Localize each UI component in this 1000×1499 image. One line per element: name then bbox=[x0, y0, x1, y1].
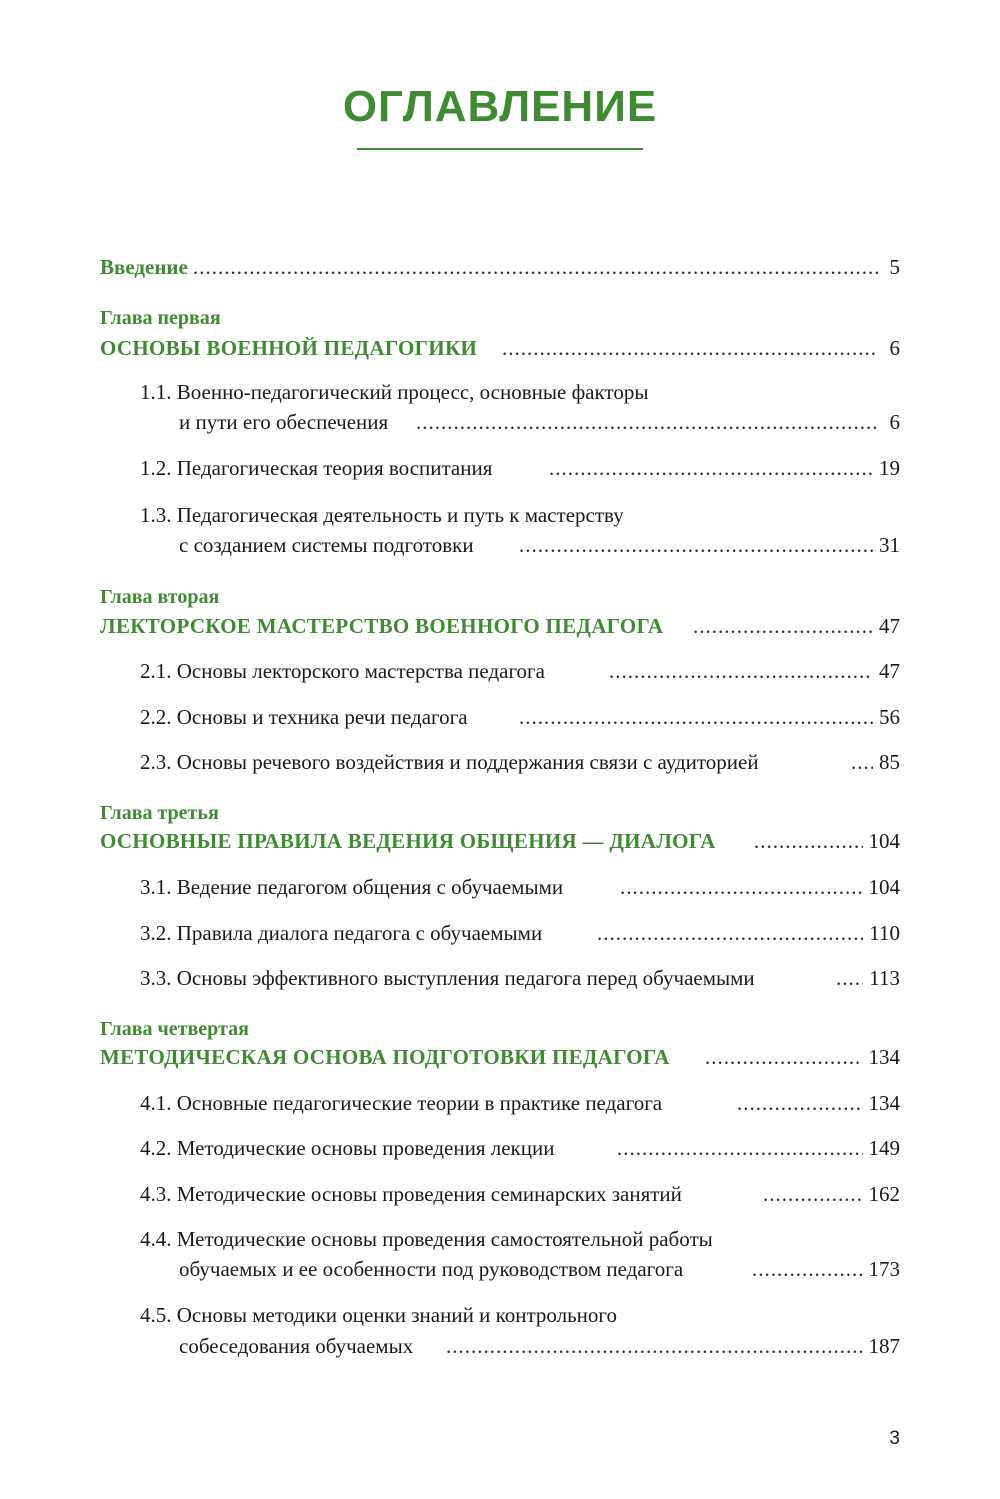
toc-page-number: 134 bbox=[868, 1091, 900, 1115]
dot-leader bbox=[446, 1331, 863, 1361]
toc-entry-4-1[interactable] bbox=[0, 1088, 1000, 1118]
dot-leader bbox=[851, 747, 873, 777]
toc-page-number: 113 bbox=[869, 966, 900, 990]
section-title: 4.5. Основы методики оценки знаний и контрольного bbox=[140, 1303, 617, 1327]
section-title: 4.3. Методические основы проведения семинарских занятий bbox=[140, 1182, 682, 1206]
toc-entry-chapter-3[interactable] bbox=[0, 826, 1000, 856]
dot-leader bbox=[737, 1088, 863, 1118]
toc-page-number: 47 bbox=[879, 659, 900, 683]
toc-entry-3-1[interactable] bbox=[0, 872, 1000, 902]
dot-leader bbox=[519, 530, 873, 560]
dot-leader bbox=[752, 1254, 863, 1284]
section-title-cont: и пути его обеспечения bbox=[179, 410, 389, 434]
toc-entry-chapter-4[interactable] bbox=[0, 1042, 1000, 1072]
section-title: 3.3. Основы эффективного выступления педагога перед обучаемыми bbox=[140, 966, 755, 990]
section-title: 1.1. Военно-педагогический процесс, основные факторы bbox=[140, 380, 649, 404]
chapter-2-label bbox=[0, 582, 1000, 612]
toc-entry-3-2[interactable] bbox=[0, 918, 1000, 948]
toc-page-number: 47 bbox=[879, 614, 900, 638]
dot-leader bbox=[609, 656, 873, 686]
toc-page-number: 31 bbox=[879, 533, 900, 557]
chapter-label: Глава первая bbox=[100, 307, 221, 329]
dot-leader bbox=[705, 1042, 863, 1072]
section-title-cont: обучаемых и ее особенности под руководством педагога bbox=[179, 1257, 684, 1281]
chapter-3-label bbox=[0, 798, 1000, 828]
section-title-cont: с созданием системы подготовки bbox=[179, 533, 474, 557]
toc-page-number: 149 bbox=[868, 1136, 900, 1160]
dot-leader bbox=[416, 407, 878, 437]
toc-page-number: 19 bbox=[879, 456, 900, 480]
chapter-label: Глава четвертая bbox=[100, 1018, 249, 1040]
toc-entry-4-2[interactable] bbox=[0, 1133, 1000, 1163]
chapter-label: Глава третья bbox=[100, 802, 219, 824]
toc-page-number: 110 bbox=[869, 921, 900, 945]
toc-entry-chapter-1[interactable] bbox=[0, 333, 1000, 363]
dot-leader bbox=[693, 611, 873, 641]
toc-entry-intro[interactable] bbox=[0, 252, 1000, 282]
toc-entry-label: Введение bbox=[100, 255, 188, 279]
toc-entry-1-3[interactable] bbox=[0, 500, 1000, 530]
toc-page-number: 173 bbox=[868, 1257, 900, 1281]
page-number: 3 bbox=[889, 1428, 900, 1449]
toc-page-number: 187 bbox=[868, 1334, 900, 1358]
dot-leader bbox=[763, 1179, 863, 1209]
section-title: 3.2. Правила диалога педагога с обучаемыми bbox=[140, 921, 543, 945]
section-title: 4.1. Основные педагогические теории в практике педагога bbox=[140, 1091, 663, 1115]
toc-entry-1-1[interactable] bbox=[0, 377, 1000, 407]
section-title: 2.2. Основы и техника речи педагога bbox=[140, 705, 468, 729]
page-title: ОГЛАВЛЕНИЕ bbox=[342, 82, 658, 131]
toc-entry-4-5-cont[interactable] bbox=[0, 1331, 1000, 1361]
toc-entry-1-1-cont[interactable] bbox=[0, 407, 1000, 437]
chapter-title: МЕТОДИЧЕСКАЯ ОСНОВА ПОДГОТОВКИ ПЕДАГОГА bbox=[100, 1045, 670, 1069]
dot-leader bbox=[193, 252, 878, 282]
toc-entry-1-2[interactable] bbox=[0, 453, 1000, 483]
toc-page-number: 104 bbox=[868, 875, 900, 899]
toc-entry-4-4[interactable] bbox=[0, 1224, 1000, 1254]
section-title: 4.2. Методические основы проведения лекции bbox=[140, 1136, 555, 1160]
dot-leader bbox=[597, 918, 863, 948]
dot-leader bbox=[502, 333, 878, 363]
toc-page-number: 6 bbox=[889, 336, 900, 360]
section-title: 2.1. Основы лекторского мастерства педагога bbox=[140, 659, 545, 683]
toc-page-number: 6 bbox=[889, 410, 900, 434]
chapter-label: Глава вторая bbox=[100, 586, 220, 608]
toc-entry-4-5[interactable] bbox=[0, 1300, 1000, 1330]
chapter-4-label bbox=[0, 1014, 1000, 1044]
section-title: 2.3. Основы речевого воздействия и поддержания связи с аудиторией bbox=[140, 750, 759, 774]
section-title: 1.3. Педагогическая деятельность и путь к мастерству bbox=[140, 503, 624, 527]
toc-entry-2-2[interactable] bbox=[0, 702, 1000, 732]
toc-page-number: 5 bbox=[889, 255, 900, 279]
toc-page-number: 56 bbox=[879, 705, 900, 729]
section-title: 4.4. Методические основы проведения самостоятельной работы bbox=[140, 1227, 713, 1251]
chapter-title: ОСНОВЫ ВОЕННОЙ ПЕДАГОГИКИ bbox=[100, 336, 478, 360]
dot-leader bbox=[620, 872, 863, 902]
dot-leader bbox=[549, 453, 873, 483]
chapter-title: ЛЕКТОРСКОЕ МАСТЕРСТВО ВОЕННОГО ПЕДАГОГА bbox=[100, 614, 664, 638]
section-title: 3.1. Ведение педагогом общения с обучаемыми bbox=[140, 875, 564, 899]
toc-entry-2-3[interactable] bbox=[0, 747, 1000, 777]
dot-leader bbox=[519, 702, 873, 732]
toc-page-number: 104 bbox=[868, 829, 900, 853]
toc-page-number: 162 bbox=[868, 1182, 900, 1206]
chapter-1-label bbox=[0, 303, 1000, 333]
section-title: 1.2. Педагогическая теория воспитания bbox=[140, 456, 493, 480]
dot-leader bbox=[617, 1133, 863, 1163]
section-title-cont: собеседования обучаемых bbox=[179, 1334, 414, 1358]
toc-entry-chapter-2[interactable] bbox=[0, 611, 1000, 641]
dot-leader bbox=[754, 826, 863, 856]
toc-page-number: 85 bbox=[879, 750, 900, 774]
toc-entry-4-3[interactable] bbox=[0, 1179, 1000, 1209]
dot-leader bbox=[836, 963, 863, 993]
toc-entry-1-3-cont[interactable] bbox=[0, 530, 1000, 560]
toc-entry-2-1[interactable] bbox=[0, 656, 1000, 686]
toc-entry-3-3[interactable] bbox=[0, 963, 1000, 993]
toc-entry-4-4-cont[interactable] bbox=[0, 1254, 1000, 1284]
toc-page-number: 134 bbox=[868, 1045, 900, 1069]
chapter-title: ОСНОВНЫЕ ПРАВИЛА ВЕДЕНИЯ ОБЩЕНИЯ — ДИАЛОГА bbox=[100, 829, 716, 853]
